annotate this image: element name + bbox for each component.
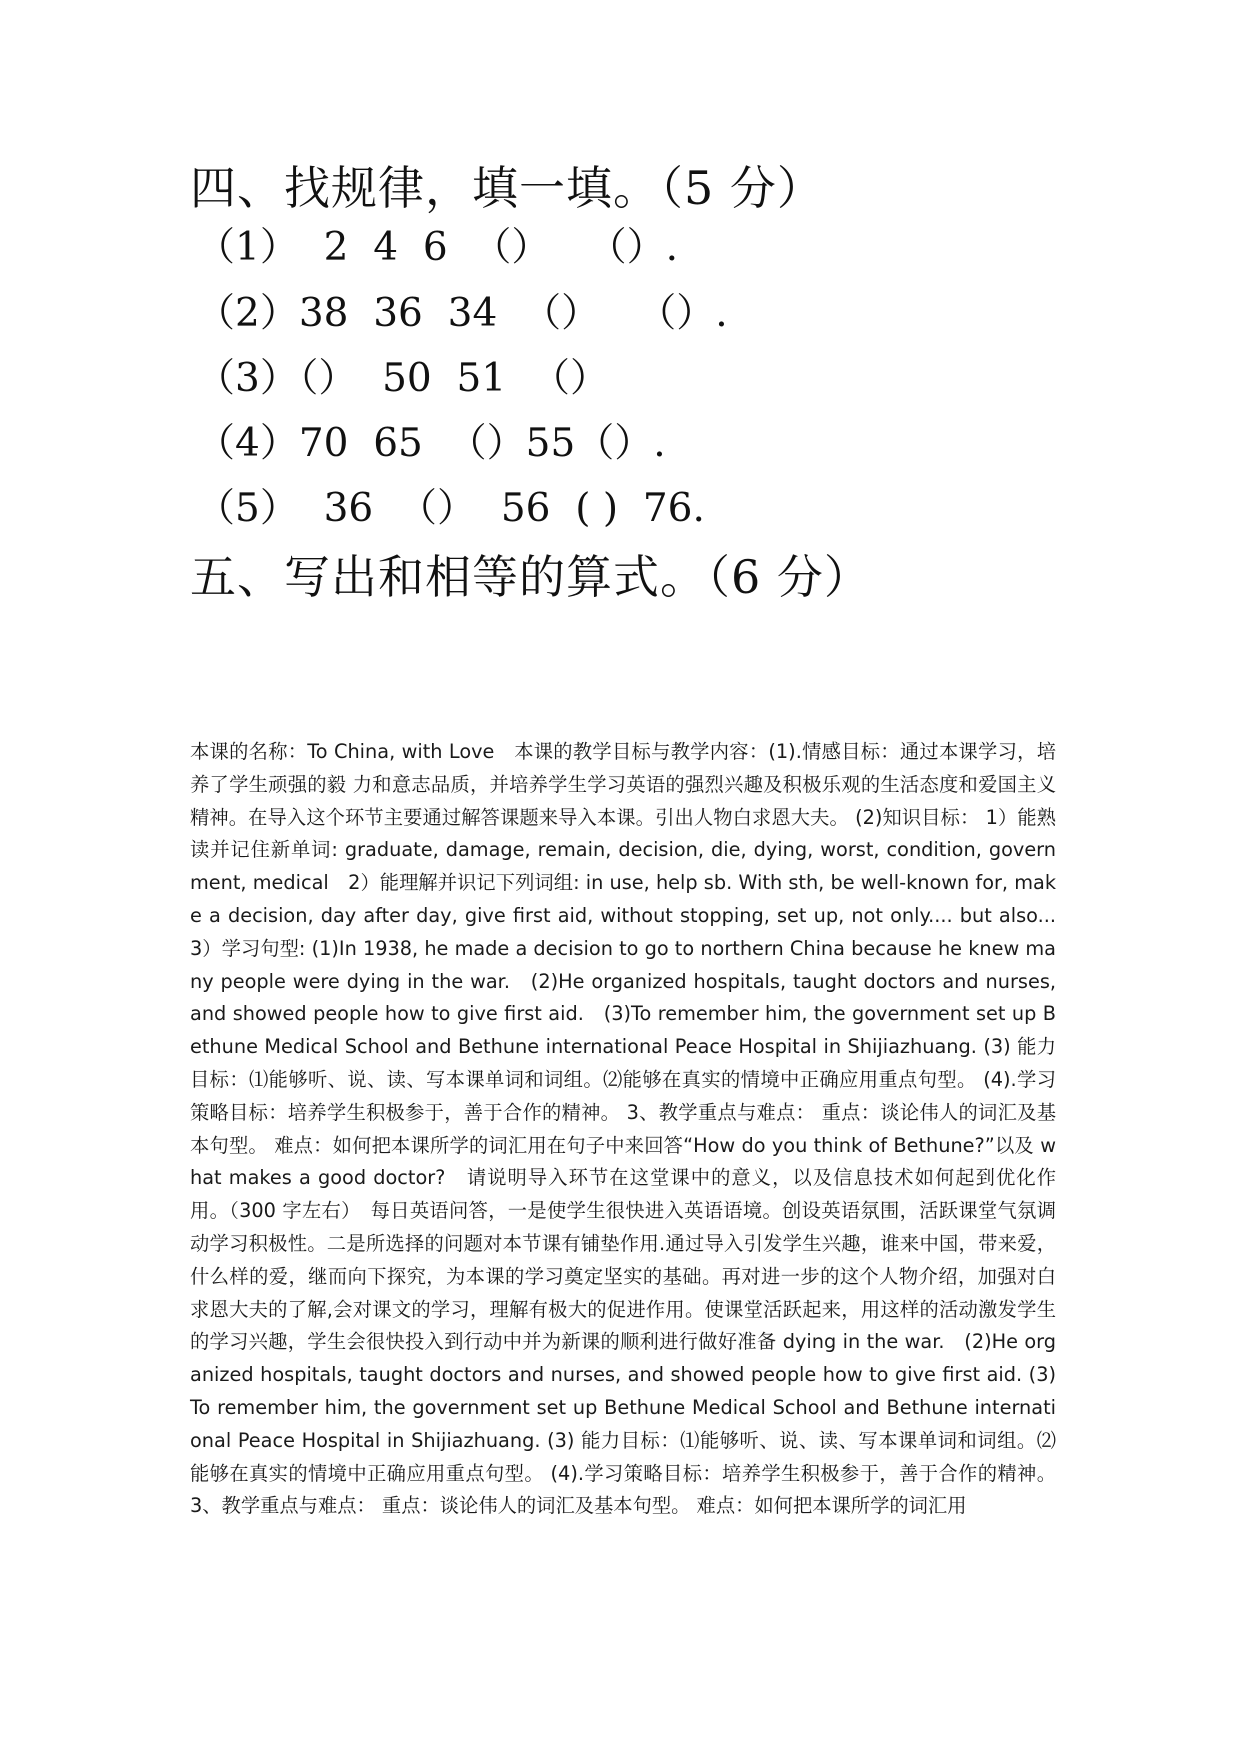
lesson-plan-passage: 本课的名称：To China, with Love 本课的教学目标与教学内容：(1).情感目标：通过本课学习，培养了学生顽强的毅 力和意志品质，并培养学生学习英语的强烈兴趣及积极乐观的生活态度和爱国主义精神。在导入这个环节主要通过解答课题来导入本课。引出人物白求恩大夫。 (2)知识目标： 1）能熟读并记住新单词: graduate, damage, remain, decision, die, dying, worst, condition, government, medical 2）能理解并识记下列词组: in use, help sb. With sth, be well-known for, make a decision, day after day, give first aid, without stopping, set up, not only.... but also... 3）学习句型: (1)In 1938, he made a decision to go to northern China because he knew many people were dying in the war. (2)He organized hospitals, taught doctors and nurses, and showed people how to give first aid. (3)To remember him, the government set up Bethune Medical School and Bethune international Peace Hospital in Shijiazhuang. (3) 能力目标：⑴能够听、说、读、写本课单词和词组。⑵能够在真实的情境中正确应用重点句型。 (4).学习策略目标：培养学生积极参于，善于合作的精神。 3、教学重点与难点： 重点：谈论伟人的词汇及基本句型。 难点：如何把本课所学的词汇用在句子中来回答“How do you think of Bethune?”以及 what makes a good doctor? 请说明导入环节在这堂课中的意义，以及信息技术如何起到优化作用。（300 字左右） 每日英语问答，一是使学生很快进入英语语境。创设英语氛围，活跃课堂气氛调动学习积极性。二是所选择的问题对本节课有铺垫作用.通过导入引发学生兴趣，谁来中国，带来爱，什么样的爱，继而向下探究，为本课的学习奠定坚实的基础。再对进一步的这个人物介绍，加强对白求恩大夫的了解,会对课文的学习，理解有极大的促进作用。使课堂活跃起来，用这样的活动激发学生的学习兴趣，学生会很快投入到行动中并为新课的顺利进行做好准备 dying in the war. (2)He organized hospitals, taught doctors and nurses, and showed people how to give first aid. (3)To remember him, the government set up Bethune Medical School and Bethune international Peace Hospital in Shijiazhuang. (3) 能力目标：⑴能够听、说、读、写本课单词和词组。⑵能够在真实的情境中正确应用重点句型。 (4).学习策略目标：培养学生积极参于，善于合作的精神。 3、教学重点与难点： 重点：谈论伟人的词汇及基本句型。 难点：如何把本课所学的词汇用 [190, 740, 1076, 1518]
sequence-item-5: （5） 36 （） 56 ( ) 76. [196, 486, 705, 531]
section-5-title: 五、写出和相等的算式。（6 分） [190, 550, 871, 604]
section-4-title: 四、找规律，填一填。（5 分） [190, 161, 824, 215]
sequence-item-1: （1） 2 4 6 （） （）. [196, 225, 679, 270]
sequence-item-2: （2）38 36 34 （） （）. [196, 291, 728, 336]
sequence-item-3: （3）（） 50 51 （） [196, 356, 609, 401]
sequence-item-4: （4）70 65 （）55（）. [196, 421, 666, 466]
